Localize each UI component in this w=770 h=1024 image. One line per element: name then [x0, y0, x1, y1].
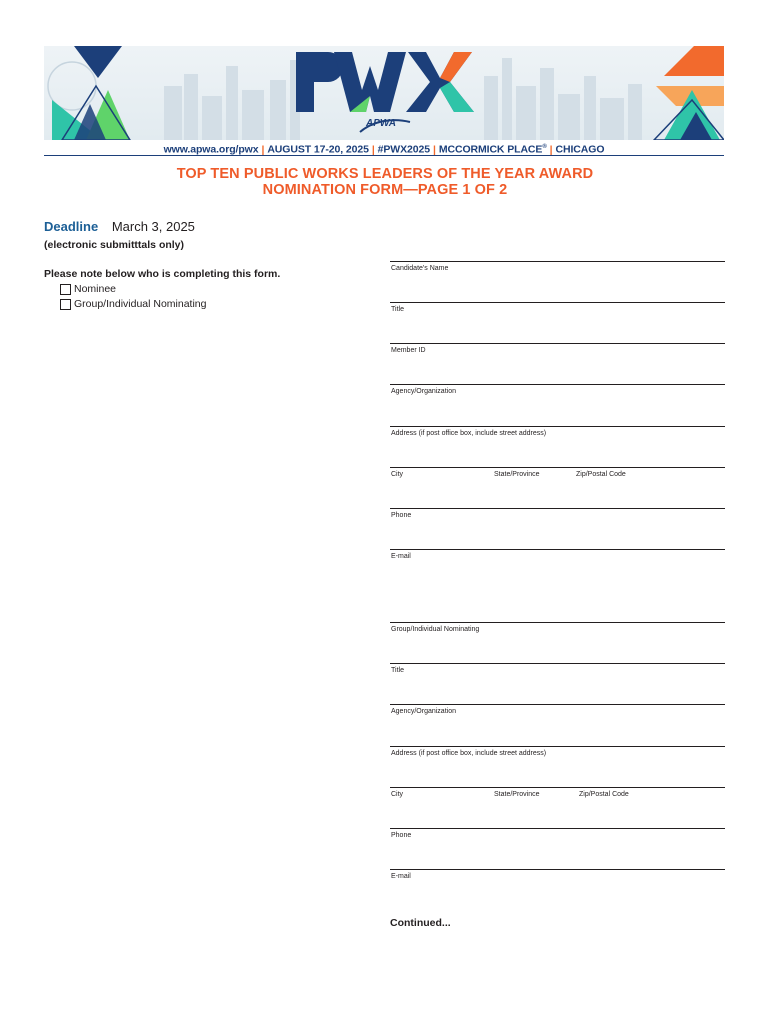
zip-label: Zip/Postal Code [576, 471, 626, 478]
state-label: State/Province [494, 791, 540, 798]
group-nominating-checkbox[interactable] [60, 299, 71, 310]
member-id-field[interactable] [390, 343, 725, 344]
field-label: Group/Individual Nominating [391, 626, 480, 633]
field-label: Member ID [391, 347, 426, 354]
event-city: CHICAGO [555, 143, 605, 156]
nominator-title-field[interactable] [390, 663, 725, 664]
deadline [44, 219, 195, 234]
completer-prompt: Please note below who is completing this form. [44, 268, 281, 280]
separator: | [432, 143, 436, 156]
field-label: Address (if post office box, include street address) [391, 750, 547, 757]
field-label: Phone [391, 832, 412, 839]
separator: | [371, 143, 375, 156]
field-label: Candidate's Name [391, 265, 449, 272]
separator: | [261, 143, 265, 156]
separator: | [549, 143, 553, 156]
nominator-agency-field[interactable] [390, 704, 725, 705]
deadline-label: Deadline [44, 219, 99, 234]
pwx-logo [296, 52, 474, 112]
candidate-name-field[interactable] [390, 261, 725, 262]
nominator-email-field[interactable] [390, 869, 725, 870]
nominator-phone-field[interactable] [390, 828, 725, 829]
field-label: Title [391, 667, 404, 674]
nominator-address-field[interactable] [390, 746, 725, 747]
candidate-title-field[interactable] [390, 302, 725, 303]
event-website: www.apwa.org/pwx [163, 143, 259, 156]
event-banner [44, 46, 724, 140]
event-hashtag: #PWX2025 [377, 143, 430, 156]
group-nominating-label: Group/Individual Nominating [74, 298, 207, 310]
apwa-logo-text: APWA [366, 118, 396, 129]
field-label: Title [391, 306, 404, 313]
candidate-agency-field[interactable] [390, 384, 725, 385]
city-label: City [391, 791, 404, 798]
field-label: Address (if post office box, include street address) [391, 430, 547, 437]
zip-label: Zip/Postal Code [579, 791, 629, 798]
candidate-phone-field[interactable] [390, 508, 725, 509]
field-label: E-mail [391, 553, 411, 560]
field-label: Agency/Organization [391, 388, 456, 395]
registered-mark: ® [542, 144, 547, 150]
field-label: E-mail [391, 873, 411, 880]
city-label: City [391, 471, 404, 478]
group-nominating-field[interactable] [390, 622, 725, 623]
nominee-label: Nominee [74, 283, 117, 295]
form-title-line-1: TOP TEN PUBLIC WORKS LEADERS OF THE YEAR AWARD [176, 166, 594, 182]
event-venue: MCCORMICK PLACE [438, 143, 543, 156]
submission-note: (electronic submitttals only) [44, 239, 185, 251]
event-info-bar [44, 140, 724, 156]
candidate-city-row[interactable] [390, 467, 725, 468]
nominee-checkbox[interactable] [60, 284, 71, 295]
event-dates: AUGUST 17-20, 2025 [267, 143, 369, 156]
candidate-address-field[interactable] [390, 426, 725, 427]
candidate-email-field[interactable] [390, 549, 725, 550]
option-nominee[interactable] [60, 283, 116, 295]
form-title-line-2: NOMINATION FORM—PAGE 1 OF 2 [262, 182, 508, 198]
continued-note: Continued... [390, 917, 451, 929]
nominator-city-row[interactable] [390, 787, 725, 788]
option-group-nominating[interactable] [60, 298, 207, 310]
field-label: Agency/Organization [391, 708, 456, 715]
deadline-date: March 3, 2025 [111, 219, 195, 234]
field-label: Phone [391, 512, 412, 519]
state-label: State/Province [494, 471, 540, 478]
